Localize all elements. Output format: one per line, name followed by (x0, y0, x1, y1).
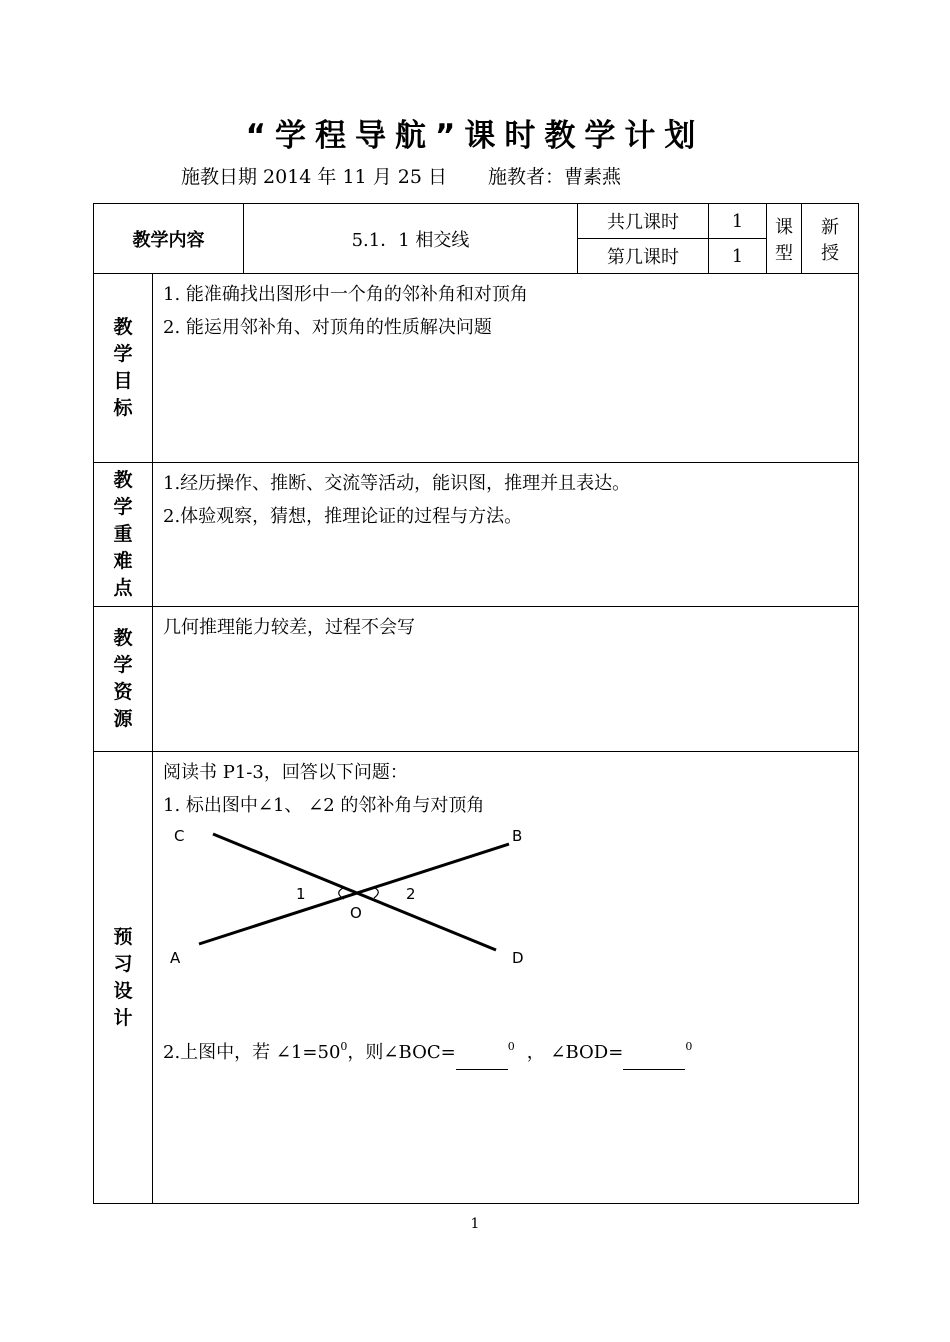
intersecting-lines-diagram (163, 828, 543, 988)
resource-line: 几何推理能力较差，过程不会写 (163, 617, 415, 638)
q2-degree-3: 0 (685, 1040, 693, 1053)
boc-answer-blank[interactable] (456, 1036, 508, 1070)
q2-prefix: 2.上图中，若 ∠1=50 (163, 1042, 341, 1063)
content-label: 教学内容 (132, 229, 205, 251)
type-value-cell (802, 204, 859, 274)
meta-date: 施教日期 2014 年 11 月 25 日 (181, 166, 447, 188)
key-points-label: 教学重难点 (113, 469, 133, 599)
total-lessons-label: 共几课时 (607, 212, 679, 233)
meta-teacher: 施教者：曹素燕 (488, 166, 622, 188)
label-d: D (512, 949, 524, 967)
label-angle-1: 1 (296, 885, 306, 903)
q2-bod: ∠BOD= (544, 1042, 624, 1063)
objectives-label-cell (94, 274, 153, 463)
objectives-label: 教学目标 (113, 316, 133, 419)
intersecting-lines-figure (163, 828, 543, 988)
q2-separator: ， (526, 1042, 545, 1063)
key-points-content (153, 463, 859, 607)
line-cd (213, 834, 496, 950)
content-value: 5.1．1 相交线 (351, 229, 470, 251)
resources-content (153, 607, 859, 752)
line-ab (199, 844, 509, 944)
preview-content (153, 752, 859, 1204)
key-point-line: 2.体验观察，猜想，推理论证的过程与方法。 (163, 506, 523, 527)
objectives-content (153, 274, 859, 463)
lesson-no-label-cell (578, 239, 709, 274)
objective-line: 2. 能运用邻补角、对顶角的性质解决问题 (163, 317, 492, 338)
label-o: O (350, 904, 362, 922)
lesson-no-value-cell (709, 239, 767, 274)
objective-line: 1. 能准确找出图形中一个角的邻补角和对顶角 (163, 284, 528, 305)
lesson-plan-table (93, 203, 859, 1204)
type-label-cell (767, 204, 802, 274)
preview-label-cell (94, 752, 153, 1204)
preview-question-1: 1. 标出图中∠1、 ∠2 的邻补角与对顶角 (163, 795, 485, 816)
resources-label: 教学资源 (113, 627, 133, 730)
key-points-label-cell (94, 463, 153, 607)
preview-label: 预习设计 (113, 925, 133, 1029)
lesson-no-value: 1 (731, 245, 744, 267)
total-lessons-value-cell (709, 204, 767, 239)
total-lessons-label-cell (578, 204, 709, 239)
content-label-cell (94, 204, 244, 274)
bod-answer-blank[interactable] (623, 1036, 685, 1070)
type-value: 新授 (821, 216, 839, 264)
total-lessons-value: 1 (731, 210, 744, 232)
label-angle-2: 2 (406, 885, 416, 903)
label-a: A (170, 949, 181, 967)
page-number: 1 (470, 1216, 480, 1232)
preview-question-2 (163, 1030, 858, 1070)
label-c: C (174, 828, 185, 845)
page-title: “学程导航”课时教学计划 (245, 118, 705, 154)
resources-label-cell (94, 607, 153, 752)
type-label: 课型 (775, 216, 793, 264)
content-value-cell (244, 204, 578, 274)
q2-degree-1: 0 (340, 1040, 348, 1053)
angle-2-arc (374, 888, 378, 898)
key-point-line: 1.经历操作、推断、交流等活动，能识图，推理并且表达。 (163, 473, 631, 494)
q2-boc: ，则∠BOC= (347, 1042, 456, 1063)
q2-degree-2: 0 (507, 1040, 515, 1053)
label-b: B (512, 828, 523, 845)
lesson-no-label: 第几课时 (607, 247, 679, 268)
preview-intro: 阅读书 P1-3，回答以下问题： (163, 762, 408, 783)
